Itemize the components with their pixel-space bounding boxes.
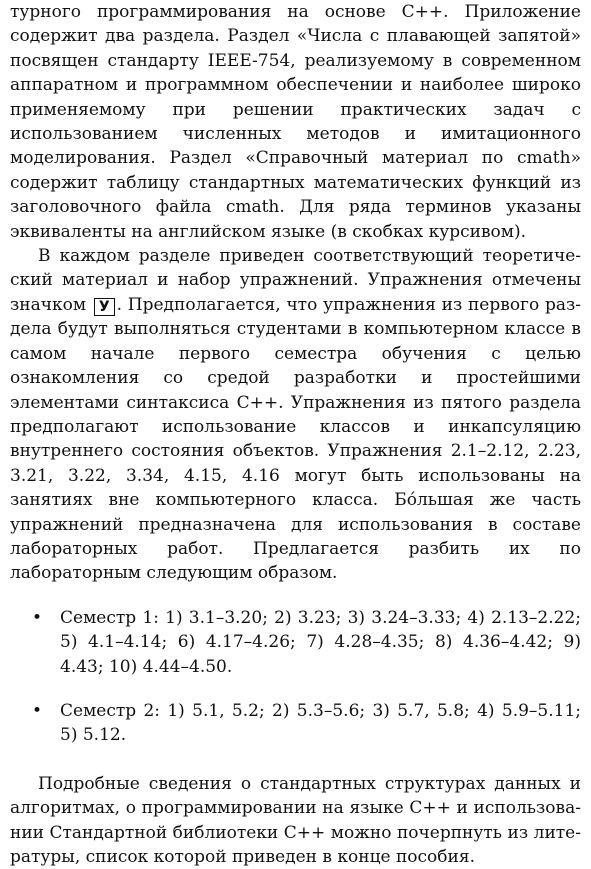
exercises-text-before-icon: В каждом разделе приведен соответствующий теоретический материал и набор упражнений. Упражнения отмечены значком: [10, 246, 581, 315]
exercises-text-after-icon: . Предполагается, что упражнения из первого раздела будут выполняться студентами в компьютерном классе в самом начале первого семестра обучения с целью ознакомления со средой разработки и простейшими элементами синтаксиса C++. Упражнения из пятого раздела предполагают использование классов и инкапсуляцию внутреннего состояния объектов. Упражнения 2.1–2.12, 2.23, 3.21, 3.22, 3.34, 4.15, 4.16 могут быть использованы на занятиях вне компьютерного класса. Бо́льшая же часть упражнений предназначена для использования в составе лабораторных работ. Предлагается разбить их по лабораторным следующим образом.: [10, 294, 581, 584]
semester-2-text: Семестр 2: 1) 5.1, 5.2; 2) 5.3–5.6; 3) 5.7, 5.8; 4) 5.9–5.11; 5) 5.12.: [60, 700, 581, 746]
exercise-mark-icon: У: [94, 298, 115, 316]
semester-1-text: Семестр 1: 1) 3.1–3.20; 2) 3.23; 3) 3.24–3.33; 4) 2.13–2.22; 5) 4.1–4.14; 6) 4.17–4.26; 7) 4.28–4.35; 8) 4.36–4.42; 9) 4.43; 10) 4.44–4.50.: [60, 607, 581, 677]
bullet-icon: •: [32, 700, 43, 721]
semester-list: [10, 606, 581, 748]
bullet-icon: •: [32, 607, 43, 628]
list-item-semester-2: [32, 699, 581, 748]
closing-paragraph: Подробные сведения о стандартных структурах данных и алгоритмах, о программировании на языке C++ и использовании Стандартной библиотеки C++ можно почерпнуть из литературы, список которой приведен в конце пособия.: [10, 773, 581, 867]
document-page: [10, 0, 581, 869]
intro-paragraph: турного программирования на основе C++. Приложение содержит два раздела. Раздел «Числа с плавающей запятой» посвящен стандарту IEEE-754, реализуемому в современном аппаратном и программном обеспечении и наиболее широко применяемому при решении практических задач с использованием численных методов и имитационного моделирования. Раздел «Справочный материал по cmath» содержит таблицу стандартных математических функций из заголовочного файла cmath. Для ряда терминов указаны эквиваленты на английском языке (в скобках курсивом).: [10, 2, 581, 242]
exercises-paragraph: [10, 244, 581, 586]
list-item-semester-1: [32, 606, 581, 679]
